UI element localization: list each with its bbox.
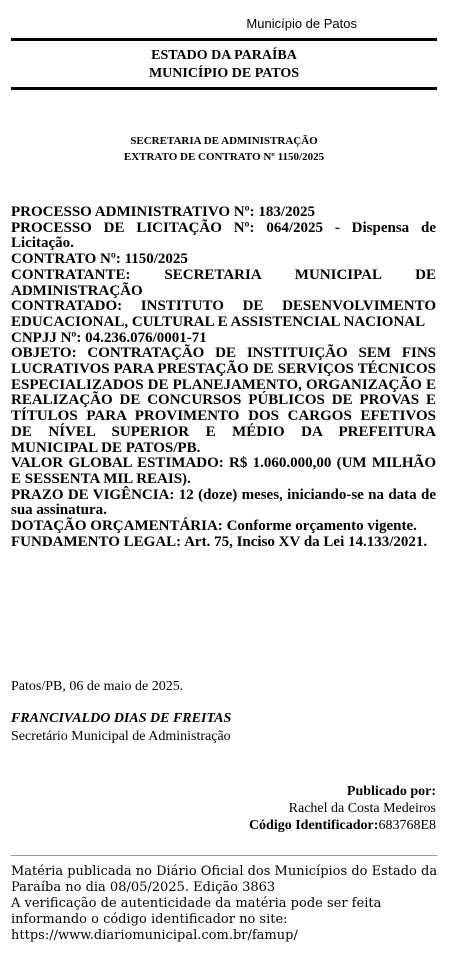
identifier-code [249, 817, 436, 834]
footer-rule [11, 855, 437, 856]
field-objeto [11, 346, 436, 456]
field-dotacao [11, 519, 436, 535]
section-heading [11, 133, 437, 165]
field-label: DOTAÇÃO ORÇAMENTÁRIA: [11, 518, 223, 535]
footer-notice [11, 864, 441, 944]
header-municipio: Município de Patos [246, 16, 357, 31]
field-label: CONTRATANTE: [11, 266, 131, 283]
field-value: CONTRATAÇÃO DE INSTITUIÇÃO SEM FINS LUCRATIVOS PARA PRESTAÇÃO DE SERVIÇOS TÉCNICOS ESPECIALIZADOS DE PLANEJAMENTO, ORGANIZAÇÃO E REALIZAÇÃO DE CONCURSOS PÚBLICOS DE PROVAS E TÍTULOS PARA PROVIMENTO DOS CARGOS EFETIVOS DE NÍVEL SUPERIOR E MÉDIO DA PREFEITURA MUNICIPAL DE PATOS/PB. [11, 345, 437, 456]
field-contratado [11, 299, 436, 330]
field-contrato [11, 252, 436, 268]
field-label: FUNDAMENTO LEGAL: [11, 533, 182, 550]
field-label: CNPJJ Nº: [11, 329, 82, 346]
document-header [11, 47, 437, 83]
field-label: PROCESSO DE LICITAÇÃO Nº: [11, 219, 255, 236]
header-bottom-rule [11, 87, 437, 90]
extrato-title: EXTRATO DE CONTRATO Nº 1150/2025 [123, 151, 325, 163]
field-label: PRAZO DE VIGÊNCIA: [11, 486, 175, 503]
signatory-role: Secretário Municipal de Administração [11, 729, 231, 744]
field-contratante [11, 268, 436, 299]
field-value: 1150/2025 [124, 251, 188, 268]
header-top-rule [11, 38, 437, 41]
field-value: Conforme orçamento vigente. [226, 518, 417, 535]
published-by-label: Publicado por: [346, 784, 436, 799]
field-value: 04.236.076/0001-71 [85, 329, 207, 346]
footer-url-link[interactable]: https://www.diariomunicipal.com.br/famup/ [11, 928, 298, 943]
identifier-value: 683768E8 [378, 818, 436, 833]
field-value: 064/2025 - Dispensa de Licitação. [11, 219, 436, 252]
field-value: R$ 1.060.000,00 (UM MILHÃO E SESSENTA MIL REAIS). [11, 455, 436, 487]
field-valor-global [11, 456, 436, 487]
publication-info [249, 783, 436, 834]
field-cnpj [11, 331, 436, 347]
field-label: PROCESSO ADMINISTRATIVO Nº: [11, 204, 255, 220]
field-processo-licitacao [11, 221, 436, 252]
field-prazo-vigencia [11, 488, 436, 519]
contract-fields [11, 205, 436, 550]
field-value: SECRETARIA MUNICIPAL DE ADMINISTRAÇÃO [11, 266, 436, 299]
publisher-name: Rachel da Costa Medeiros [288, 801, 436, 816]
footer-verification-text: A verificação de autenticidade da matéria pode ser feita informando o código identificador no site: [11, 896, 382, 927]
field-label: VALOR GLOBAL ESTIMADO: [11, 455, 224, 472]
field-fundamento-legal [11, 535, 436, 551]
field-label: CONTRATADO: [11, 298, 123, 315]
identifier-label: Código Identificador: [248, 818, 379, 833]
field-value: 12 (doze) meses, iniciando-se na data de sua assinatura. [11, 486, 436, 519]
state-name: ESTADO DA PARAÍBA [151, 48, 297, 63]
place-date: Patos/PB, 06 de maio de 2025. [11, 679, 184, 694]
field-value: Art. 75, Inciso XV da Lei 14.133/2021. [184, 533, 428, 550]
field-processo-administrativo [11, 205, 436, 221]
field-label: CONTRATO Nº: [11, 251, 121, 268]
field-value: INSTITUTO DE DESENVOLVIMENTO EDUCACIONAL, CULTURAL E ASSISTENCIAL NACIONAL [11, 298, 437, 330]
footer-publication-text: Matéria publicada no Diário Oficial dos Municípios do Estado da Paraíba no dia 08/05/2025. Edição 3863 [11, 864, 438, 895]
field-label: OBJETO: [11, 345, 77, 362]
signatory-name: FRANCIVALDO DIAS DE FREITAS [11, 711, 232, 726]
field-value: 183/2025 [258, 204, 315, 220]
municipality-name: MUNICÍPIO DE PATOS [148, 66, 300, 81]
secretaria-title: SECRETARIA DE ADMINISTRAÇÃO [130, 135, 318, 147]
